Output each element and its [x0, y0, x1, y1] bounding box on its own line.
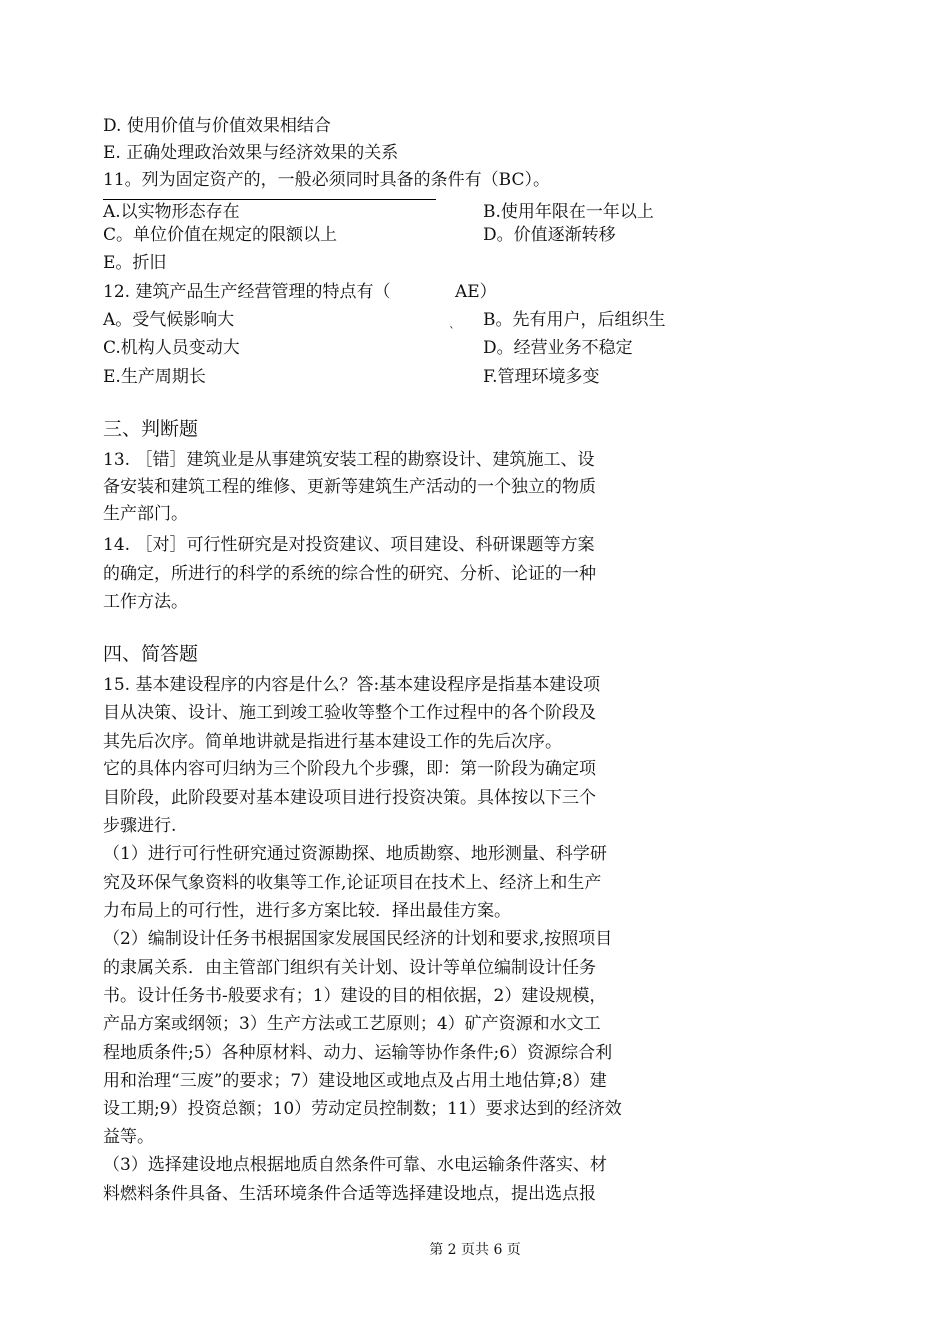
answer-line: 设工期;9）投资总额；10）劳动定员控制数；11）要求达到的经济效 [103, 1099, 622, 1119]
q12-option-e: E.生产周期长 [103, 367, 206, 387]
answer-line: （2）编制设计任务书根据国家发展国民经济的计划和要求,按照项目 [103, 929, 613, 949]
answer-line: 其先后次序。简单地讲就是指进行基本建设工作的先后次序。 [103, 732, 562, 752]
section-3-heading: 三、判断题 [103, 418, 199, 440]
q13-line-2: 备安装和建筑工程的维修、更新等建筑生产活动的一个独立的物质 [103, 477, 596, 497]
answer-line: 程地质条件;5）各种原材料、动力、运输等协作条件;6）资源综合利 [103, 1043, 613, 1063]
q11-option-d: D。价值逐渐转移 [483, 225, 616, 245]
horizontal-rule [103, 199, 436, 200]
answer-line: 料燃料条件具备、生活环境条件合适等选择建设地点，提出选点报 [103, 1184, 596, 1204]
q13-line-1: 13. ［错］建筑业是从事建筑安装工程的勘察设计、建筑施工、设 [103, 450, 595, 470]
answer-line: 究及环保气象资料的收集等工作,论证项目在技术上、经济上和生产 [103, 873, 602, 893]
q12-option-f: F.管理环境多变 [483, 367, 600, 387]
answer-line: 它的具体内容可归纳为三个阶段九个步骤，即：第一阶段为确定项 [103, 759, 596, 779]
page-footer: 第 2 页共 6 页 [429, 1242, 521, 1258]
q12-stem: 12. 建筑产品生产经营管理的特点有（ [103, 282, 391, 302]
q12-option-d: D。经营业务不稳定 [483, 338, 633, 358]
q14-line-2: 的确定，所进行的科学的系统的综合性的研究、分析、论证的一种 [103, 564, 596, 584]
q12-answer: AE） [455, 282, 497, 302]
q11-option-c: C。单位价值在规定的限额以上 [103, 225, 338, 245]
answer-line: 步骤进行. [103, 816, 177, 836]
answer-line: 用和治理“三废”的要求；7）建设地区或地点及占用土地估算;8）建 [103, 1071, 607, 1091]
answer-line: 目阶段，此阶段要对基本建设项目进行投资决策。具体按以下三个 [103, 788, 596, 808]
q13-line-3: 生产部门。 [103, 504, 188, 524]
answer-line: 目从决策、设计、施工到竣工验收等整个工作过程中的各个阶段及 [103, 703, 596, 723]
answer-line: 的隶属关系．由主管部门组织有关计划、设计等单位编制设计任务 [103, 958, 596, 978]
answer-line: （1）进行可行性研究通过资源勘探、地质勘察、地形测量、科学研 [103, 844, 607, 864]
q12-option-b: B。先有用户，后组织生 [483, 310, 666, 330]
answer-line: 15. 基本建设程序的内容是什么？答:基本建设程序是指基本建设项 [103, 675, 601, 695]
q11-stem: 11。列为固定资产的，一般必须同时具备的条件有（BC）。 [103, 170, 550, 190]
answer-line: 书。设计任务书-般要求有；1）建设的目的相依据，2）建设规模， [103, 986, 607, 1006]
answer-line: 益等。 [103, 1127, 154, 1147]
answer-line: （3）选择建设地点根据地质自然条件可靠、水电运输条件落实、材 [103, 1155, 607, 1175]
section-4-heading: 四、简答题 [103, 643, 199, 665]
q14-line-3: 工作方法。 [103, 592, 188, 612]
q14-line-1: 14. ［对］可行性研究是对投资建议、项目建设、科研课题等方案 [103, 535, 595, 555]
q11-option-b: B.使用年限在一年以上 [483, 202, 654, 222]
q11-option-e: E。折旧 [103, 253, 167, 273]
option-e-line: E. 正确处理政治效果与经济效果的关系 [103, 143, 399, 163]
q12-option-a: A。受气候影响大 [103, 310, 235, 330]
answer-line: 力布局上的可行性，进行多方案比较．择出最佳方案。 [103, 901, 511, 921]
answer-line: 产品方案或纲领；3）生产方法或工艺原则；4）矿产资源和水文工 [103, 1014, 601, 1034]
q11-option-a: A.以实物形态存在 [103, 202, 240, 222]
q12-option-c: C.机构人员变动大 [103, 338, 240, 358]
stray-mark: ` [449, 325, 455, 339]
option-d-line: D. 使用价值与价值效果相结合 [103, 116, 331, 136]
